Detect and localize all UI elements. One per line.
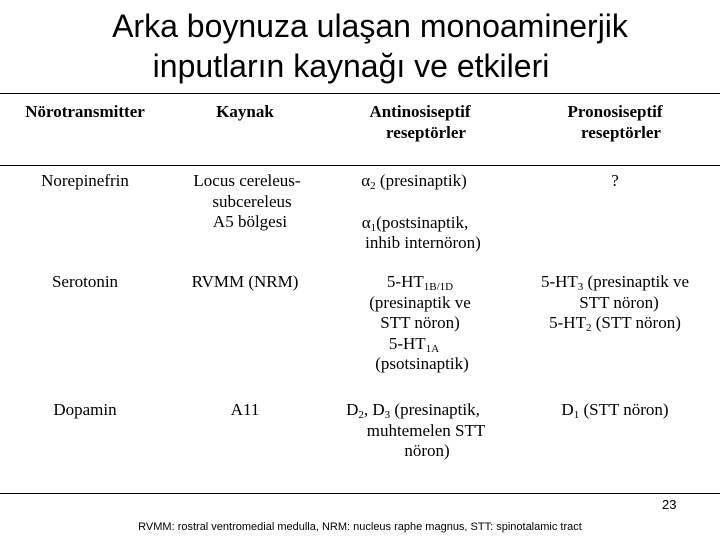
row-serotonin-name: Serotonin — [51, 272, 119, 291]
header-divider — [0, 165, 720, 166]
row-dopamine-name: Dopamin — [53, 400, 117, 419]
row-norepinephrine-antinociceptive: $\alpha_2$ (presinaptik) $\alpha_1(postsinaptik$, inhib internöron) — [361, 171, 481, 252]
header-neurotransmitter: Nörotransmitter — [25, 102, 145, 121]
table-bottom-border — [0, 493, 720, 494]
table-top-border — [0, 93, 720, 94]
row-norepinephrine-pronociceptive: ? — [611, 171, 619, 190]
row-norepinephrine-source: Locus cereleus- subcereleus A5 bölgesi — [193, 171, 301, 231]
slide-title — [0, 6, 720, 86]
title-line-2: inputların kaynağı ve etkileri — [152, 48, 550, 84]
row-serotonin-pronociceptive: $5-HT_3$ (presinaptik ve STT nöron) $5-HT_2$ (STT nöron) — [540, 272, 690, 334]
receptor-table — [0, 93, 720, 493]
row-dopamine-pronociceptive: $D_1$ (STT nöron) — [561, 400, 669, 421]
row-norepinephrine-name: Norepinefrin — [41, 171, 129, 190]
page-number: 23 — [662, 497, 677, 512]
row-serotonin-antinociceptive: $5-HT_{1B/1D}$ (presinaptik ve STT nöron) $5-HT_{1A}$ (psotsinaptik) — [369, 272, 471, 373]
header-pronociceptive: Pronosiseptif reseptörler — [567, 102, 663, 142]
row-dopamine-antinociceptive: $D_2$, $D_3$ (presinaptik, muhtemelen STT nöron) — [346, 400, 486, 460]
row-dopamine-source: A11 — [230, 400, 260, 419]
header-antinociceptive: Antinosiseptif reseptörler — [369, 102, 471, 142]
row-serotonin-source: RVMM (NRM) — [191, 272, 299, 291]
title-line-1: Arka boynuza ulaşan monoaminerjik — [112, 8, 628, 44]
footnote: RVMM: rostral ventromedial medulla, NRM: nucleus raphe magnus, STT: spinotalamic tract — [138, 521, 582, 533]
header-source: Kaynak — [216, 102, 274, 121]
